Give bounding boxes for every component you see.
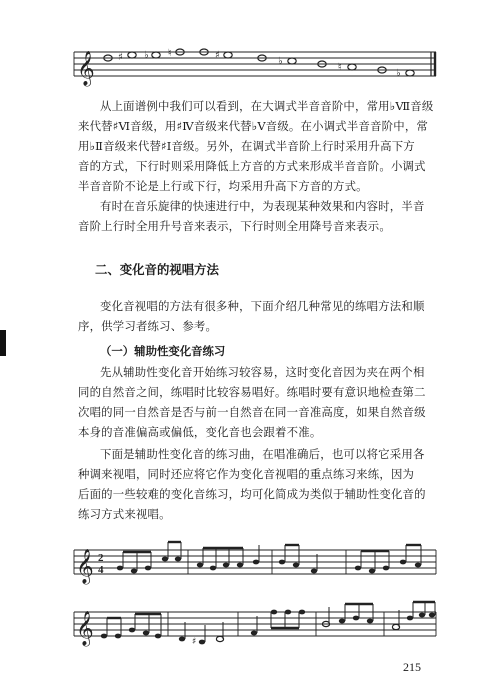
accidental-natural-icon: ♮ bbox=[168, 48, 172, 59]
note-head bbox=[383, 566, 389, 571]
chromatic-scale-staff bbox=[70, 44, 442, 88]
text-line: 有时在音乐旋律的快速进行中，为表现某种效果和内容时，半音 bbox=[100, 199, 425, 213]
note-head bbox=[179, 637, 185, 642]
note-head bbox=[253, 560, 259, 565]
exercise-staff-1 bbox=[70, 536, 442, 586]
text-line: 后面的一些较难的变化音练习，均可化简成为类似于辅助性变化音的 bbox=[78, 487, 426, 501]
accidental-flat-icon: ♭ bbox=[144, 50, 149, 61]
note-head bbox=[210, 566, 216, 571]
text-line: 序，供学习者练习、参考。 bbox=[78, 319, 218, 333]
note-head bbox=[407, 616, 413, 621]
text-line: 先从辅助性变化音开始练习较容易，这时变化音因为夹在两个相 bbox=[100, 365, 425, 379]
text-line: 同的自然音之间，练唱时比较容易唱好。练唱时要有意识地检查第二 bbox=[78, 385, 426, 399]
note-head bbox=[271, 610, 277, 615]
note-head bbox=[251, 631, 257, 636]
note-head bbox=[155, 634, 161, 639]
note-head bbox=[101, 634, 107, 639]
time-signature-top: 2 bbox=[98, 552, 104, 564]
note-head bbox=[143, 631, 149, 636]
whole-note bbox=[348, 64, 356, 70]
accidental-sharp-icon: ♯ bbox=[118, 52, 123, 63]
note-head bbox=[400, 560, 406, 565]
paragraph-3 bbox=[78, 296, 436, 336]
treble-clef-icon: 𝄞 bbox=[76, 611, 94, 646]
note-head bbox=[285, 610, 291, 615]
paragraph-1 bbox=[78, 96, 436, 196]
note-head bbox=[339, 619, 345, 624]
text-line: 音阶上行时全用升号音来表示，下行时则全用降号音来表示。 bbox=[78, 219, 391, 233]
accidental-flat-icon: ♭ bbox=[396, 68, 401, 79]
treble-clef-icon: 𝄞 bbox=[76, 549, 94, 584]
subsection-heading: （一）辅助性变化音练习 bbox=[100, 344, 226, 358]
note-head bbox=[299, 610, 305, 615]
accidental-flat-icon: ♭ bbox=[278, 56, 283, 67]
note-head bbox=[223, 563, 229, 568]
page-edge-mark bbox=[0, 330, 6, 356]
text-line: 练习方式来视唱。 bbox=[78, 507, 171, 521]
text-line: 本身的音准偏高或偏低，变化音也会跟着不准。 bbox=[78, 425, 322, 439]
whole-note bbox=[152, 52, 160, 58]
treble-clef-icon: 𝄞 bbox=[77, 51, 95, 86]
note-head bbox=[162, 557, 168, 562]
text-line: 音的方式，下行时则采用降低上方音的方式来形成半音音阶。小调式 bbox=[78, 159, 426, 173]
note-head bbox=[129, 628, 135, 633]
note-head bbox=[355, 566, 361, 571]
whole-note bbox=[128, 52, 136, 58]
time-signature-bottom: 4 bbox=[98, 564, 104, 576]
note-head bbox=[293, 563, 299, 568]
text-line: 半音音阶不论是上行或下行，均采用升高下方音的方式。 bbox=[78, 179, 368, 193]
accidental-sharp-icon: ♯ bbox=[192, 637, 197, 647]
note-head bbox=[115, 634, 121, 639]
section-heading: 二、变化音的视唱方法 bbox=[95, 262, 219, 277]
note-head bbox=[415, 563, 421, 568]
note-head bbox=[429, 613, 435, 618]
note-head bbox=[367, 619, 373, 624]
whole-note bbox=[224, 52, 232, 58]
paragraph-2 bbox=[78, 196, 436, 236]
note-head bbox=[197, 563, 203, 568]
note-head bbox=[117, 566, 123, 571]
text-line: 次唱的同一自然音是否与前一自然音在同一音准高度，如果自然音级 bbox=[78, 405, 426, 419]
text-line: 用♭Ⅱ音级来代替♯Ⅰ音级。另外，在调式半音阶上行时采用升高下方 bbox=[78, 139, 415, 153]
note-head bbox=[279, 560, 285, 565]
whole-note bbox=[288, 58, 296, 64]
note-head bbox=[175, 557, 181, 562]
note-head bbox=[419, 613, 425, 618]
page-number: 215 bbox=[403, 660, 421, 674]
note-head bbox=[369, 569, 375, 574]
accidental-sharp-icon: ♯ bbox=[215, 50, 220, 61]
text-line: 下面是辅助性变化音的练习曲，在唱准确后，也可以将它采用各 bbox=[100, 447, 425, 461]
text-line: 变化音视唱的方法有很多种，下面介绍几种常见的练唱方法和顺 bbox=[100, 299, 425, 313]
note-head bbox=[311, 569, 317, 574]
text-line: 从上面谱例中我们可以看到，在大调式半音音阶中，常用♭Ⅶ音级 bbox=[100, 99, 434, 113]
note-head bbox=[237, 563, 243, 568]
paragraph-5 bbox=[78, 444, 436, 524]
whole-note bbox=[406, 70, 414, 76]
note-head bbox=[145, 566, 151, 571]
note-head bbox=[131, 569, 137, 574]
paragraph-4 bbox=[78, 362, 436, 442]
text-line: 种调来视唱，同时还应将它作为变化音视唱的重点练习来练，因为 bbox=[78, 467, 415, 481]
text-line: 来代替♯Ⅵ音级，用♯Ⅳ音级来代替♭Ⅴ音级。在小调式半音音阶中，常 bbox=[78, 119, 429, 133]
note-head bbox=[199, 640, 205, 645]
note-head bbox=[353, 616, 359, 621]
accidental-natural-icon: ♮ bbox=[338, 62, 342, 73]
exercise-staff-2 bbox=[70, 598, 442, 650]
